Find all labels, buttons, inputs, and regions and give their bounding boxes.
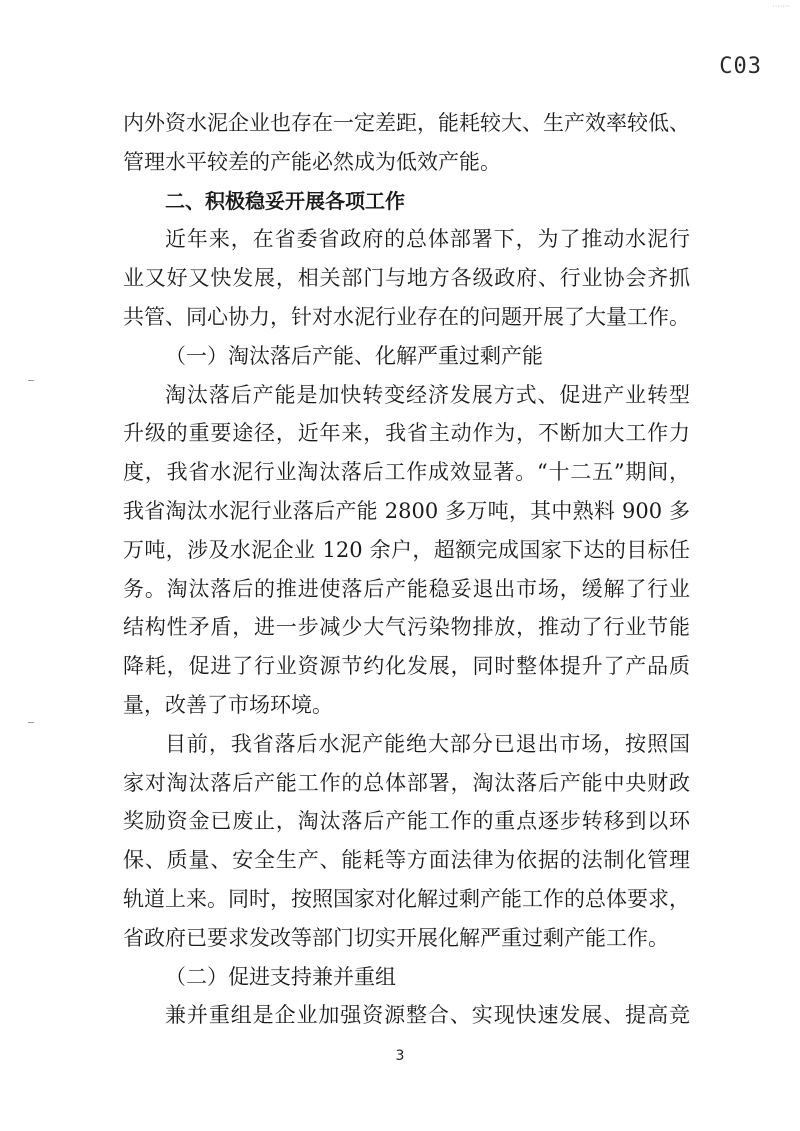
paragraph-start-line: 目前，我省落后水泥产能绝大部分已退出市场，按照国 — [165, 731, 690, 756]
text-line: 轨道上来。同时，按照国家对化解过剩产能工作的总体要求， — [123, 886, 690, 911]
text-line: 我省淘汰水泥行业落后产能 2800 多万吨，其中熟料 900 多 — [123, 498, 690, 523]
subsection-heading: （一）淘汰落后产能、化解严重过剩产能 — [165, 343, 543, 368]
text-line: 结构性矛盾，进一步减少大气污染物排放，推动了行业节能 — [123, 615, 690, 640]
document-body — [123, 104, 690, 1035]
text-line: 业又好又快发展，相关部门与地方各级政府、行业协会齐抓 — [123, 266, 690, 291]
text-line: 度，我省水泥行业淘汰落后工作成效显著。“十二五”期间， — [123, 460, 690, 485]
text-line: 务。淘汰落后的推进使落后产能稳妥退出市场，缓解了行业 — [123, 576, 690, 601]
text-line: 万吨，涉及水泥企业 120 余户，超额完成国家下达的目标任 — [123, 537, 690, 562]
page-number: 3 — [395, 1048, 405, 1064]
paragraph-start-line: 近年来，在省委省政府的总体部署下，为了推动水泥行 — [165, 227, 690, 252]
text-line: 降耗，促进了行业资源节约化发展，同时整体提升了产品质 — [123, 654, 690, 679]
paragraph-end-line: 共管、同心协力，针对水泥行业存在的问题开展了大量工作。 — [123, 304, 690, 329]
paragraph-end-line: 管理水平较差的产能必然成为低效产能。 — [123, 149, 501, 174]
paragraph-start-line: 兼并重组是企业加强资源整合、实现快速发展、提高竞 — [165, 1003, 690, 1028]
text-line: 家对淘汰落后产能工作的总体部署，淘汰落后产能中央财政 — [123, 770, 690, 795]
text-line: 奖励资金已废止，淘汰落后产能工作的重点逐步转移到以环 — [123, 809, 690, 834]
scan-corner-mark: ······· — [772, 2, 790, 11]
text-line: 升级的重要途径，近年来，我省主动作为，不断加大工作力 — [123, 421, 690, 446]
paragraph-end-line: 省政府已要求发改等部门切实开展化解严重过剩产能工作。 — [123, 925, 669, 950]
text-line: 内外资水泥企业也存在一定差距，能耗较大、生产效率较低、 — [123, 111, 690, 135]
subsection-heading: （二）促进支持兼并重组 — [165, 964, 396, 989]
margin-mark — [28, 380, 34, 381]
margin-mark — [28, 722, 34, 723]
section-heading: 二、积极稳妥开展各项工作 — [165, 188, 405, 213]
paragraph-start-line: 淘汰落后产能是加快转变经济发展方式、促进产业转型 — [165, 382, 690, 407]
page-stamp: C03 — [719, 54, 762, 79]
paragraph-end-line: 量，改善了市场环境。 — [123, 692, 333, 717]
text-line: 保、质量、安全生产、能耗等方面法律为依据的法制化管理 — [123, 848, 690, 873]
